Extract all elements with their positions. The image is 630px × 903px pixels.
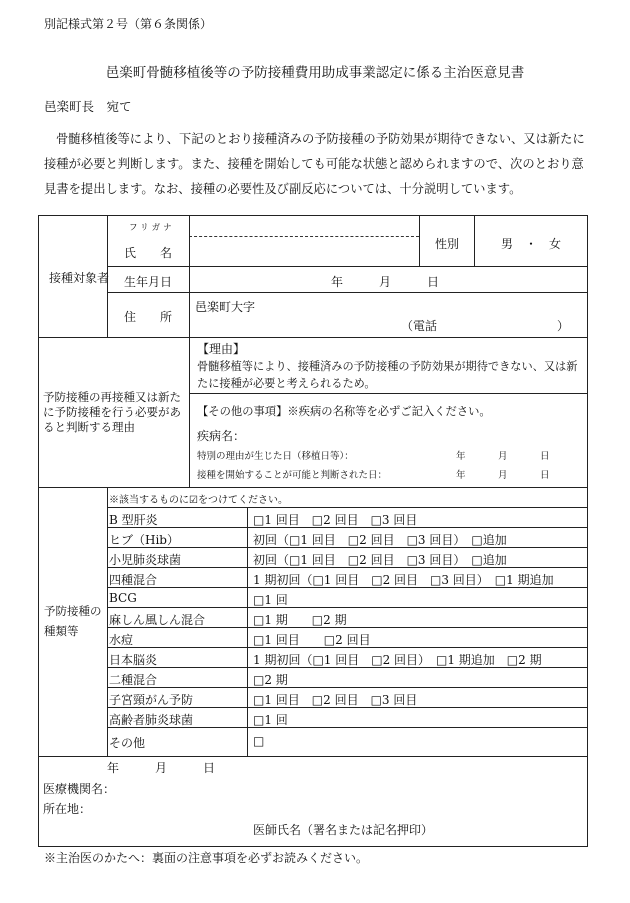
medical-institution-label: 医療機関名： [43, 782, 116, 796]
address-label: 住 所 [124, 310, 173, 324]
special-reason-date-label: 特別の理由が生じた日（移植日等）： [197, 451, 354, 462]
vaccine-note: ※該当するものに☑をつけてください。 [109, 495, 288, 506]
addressee: 邑楽町長 宛て [44, 99, 132, 114]
subject-section-label: 接種対象者 [49, 271, 110, 285]
vaccine-options[interactable]: □1 回目 □2 回目 [253, 633, 371, 647]
vaccine-name: 麻しん風しん混合 [109, 613, 206, 627]
vaccine-options[interactable]: □1 期 □2 期 [253, 613, 347, 627]
vaccine-options[interactable]: 初回（□1 回目 □2 回目 □3 回目） □追加 [253, 553, 507, 567]
vaccine-name: 四種混合 [109, 573, 158, 587]
vaccine-options[interactable]: □2 期 [253, 673, 288, 687]
institution-location-label: 所在地： [43, 802, 92, 816]
vaccine-name: その他 [109, 736, 146, 750]
vaccine-name: BCG [109, 591, 137, 605]
signature-date[interactable]: 年 月 日 [107, 761, 216, 775]
vaccine-options[interactable]: □1 回目 □2 回目 □3 回目 [253, 693, 418, 707]
disease-name-label: 疾病名： [197, 429, 246, 443]
reason-text: 骨髄移植等により、接種済みの予防接種の予防効果が期待できない、又は新たに接種が必要と考えられるため。 [197, 360, 578, 390]
sex-options[interactable]: 男 ・ 女 [501, 237, 562, 251]
vaccine-name: ヒブ（Hib） [109, 533, 179, 547]
reason-section-label: 予防接種の再接種又は新たに予防接種を行う必要があると判断する理由 [43, 390, 181, 434]
vaccine-options[interactable]: 1 期初回（□1 回目 □2 回目 □3 回目） □1 期追加 [253, 573, 554, 587]
address-prefix: 邑楽町大字 [195, 300, 256, 314]
phone-field[interactable]: （電話 ） [401, 319, 570, 333]
intro-paragraph: 骨髄移植後等により、下記のとおり接種済みの予防接種の予防効果が期待できない、又は新たに接種が必要と判断します。また、接種を開始しても可能な状態と認められますので、次のとおり意見書を提出します。なお、接種の必要性及び副反応については、十分説明しています。 [44, 132, 585, 196]
vaccine-name: 水痘 [109, 633, 134, 647]
vaccine-section-label: 予防接種の種類等 [44, 604, 102, 638]
furigana-label: フリガナ [129, 223, 175, 233]
vaccine-options[interactable]: □1 回 [253, 713, 288, 727]
reason-heading: 【理由】 [197, 342, 246, 356]
vaccine-name: 日本脳炎 [109, 653, 158, 667]
dob-label: 生年月日 [124, 275, 173, 289]
dob-field[interactable]: 年 月 日 [331, 275, 440, 289]
page-title: 邑楽町骨髄移植後等の予防接種費用助成事業認定に係る主治医意見書 [105, 65, 525, 81]
vaccine-name: 高齢者肺炎球菌 [109, 713, 194, 727]
start-possible-date-field[interactable]: 年 月 日 [456, 470, 551, 481]
vaccine-name: 二種混合 [109, 673, 158, 687]
doctor-name-label: 医師氏名（署名または記名押印） [253, 823, 434, 837]
vaccine-name: 子宮頸がん予防 [109, 693, 194, 707]
vaccine-name: 小児肺炎球菌 [109, 553, 182, 567]
vaccine-name: B 型肝炎 [109, 513, 158, 527]
vaccine-options[interactable]: □1 回目 □2 回目 □3 回目 [253, 513, 418, 527]
sex-label: 性別 [435, 237, 460, 251]
footer-note: ※主治医のかたへ：裏面の注意事項を必ずお読みください。 [44, 851, 369, 865]
vaccine-options[interactable]: □ [253, 734, 265, 748]
form-reference: 別記様式第２号（第６条関係） [44, 17, 213, 31]
special-reason-date-field[interactable]: 年 月 日 [456, 451, 551, 462]
start-possible-date-label: 接種を開始することが可能と判断された日： [197, 470, 388, 481]
opinion-form-table [38, 215, 588, 847]
other-matters-heading: 【その他の事項】※疾病の名称等を必ずご記入ください。 [197, 405, 491, 418]
vaccine-options[interactable]: □1 回 [253, 593, 288, 607]
vaccine-options[interactable]: 1 期初回（□1 回目 □2 回目） □1 期追加 □2 期 [253, 653, 542, 667]
vaccine-options[interactable]: 初回（□1 回目 □2 回目 □3 回目） □追加 [253, 533, 507, 547]
name-label: 氏 名 [124, 246, 173, 260]
